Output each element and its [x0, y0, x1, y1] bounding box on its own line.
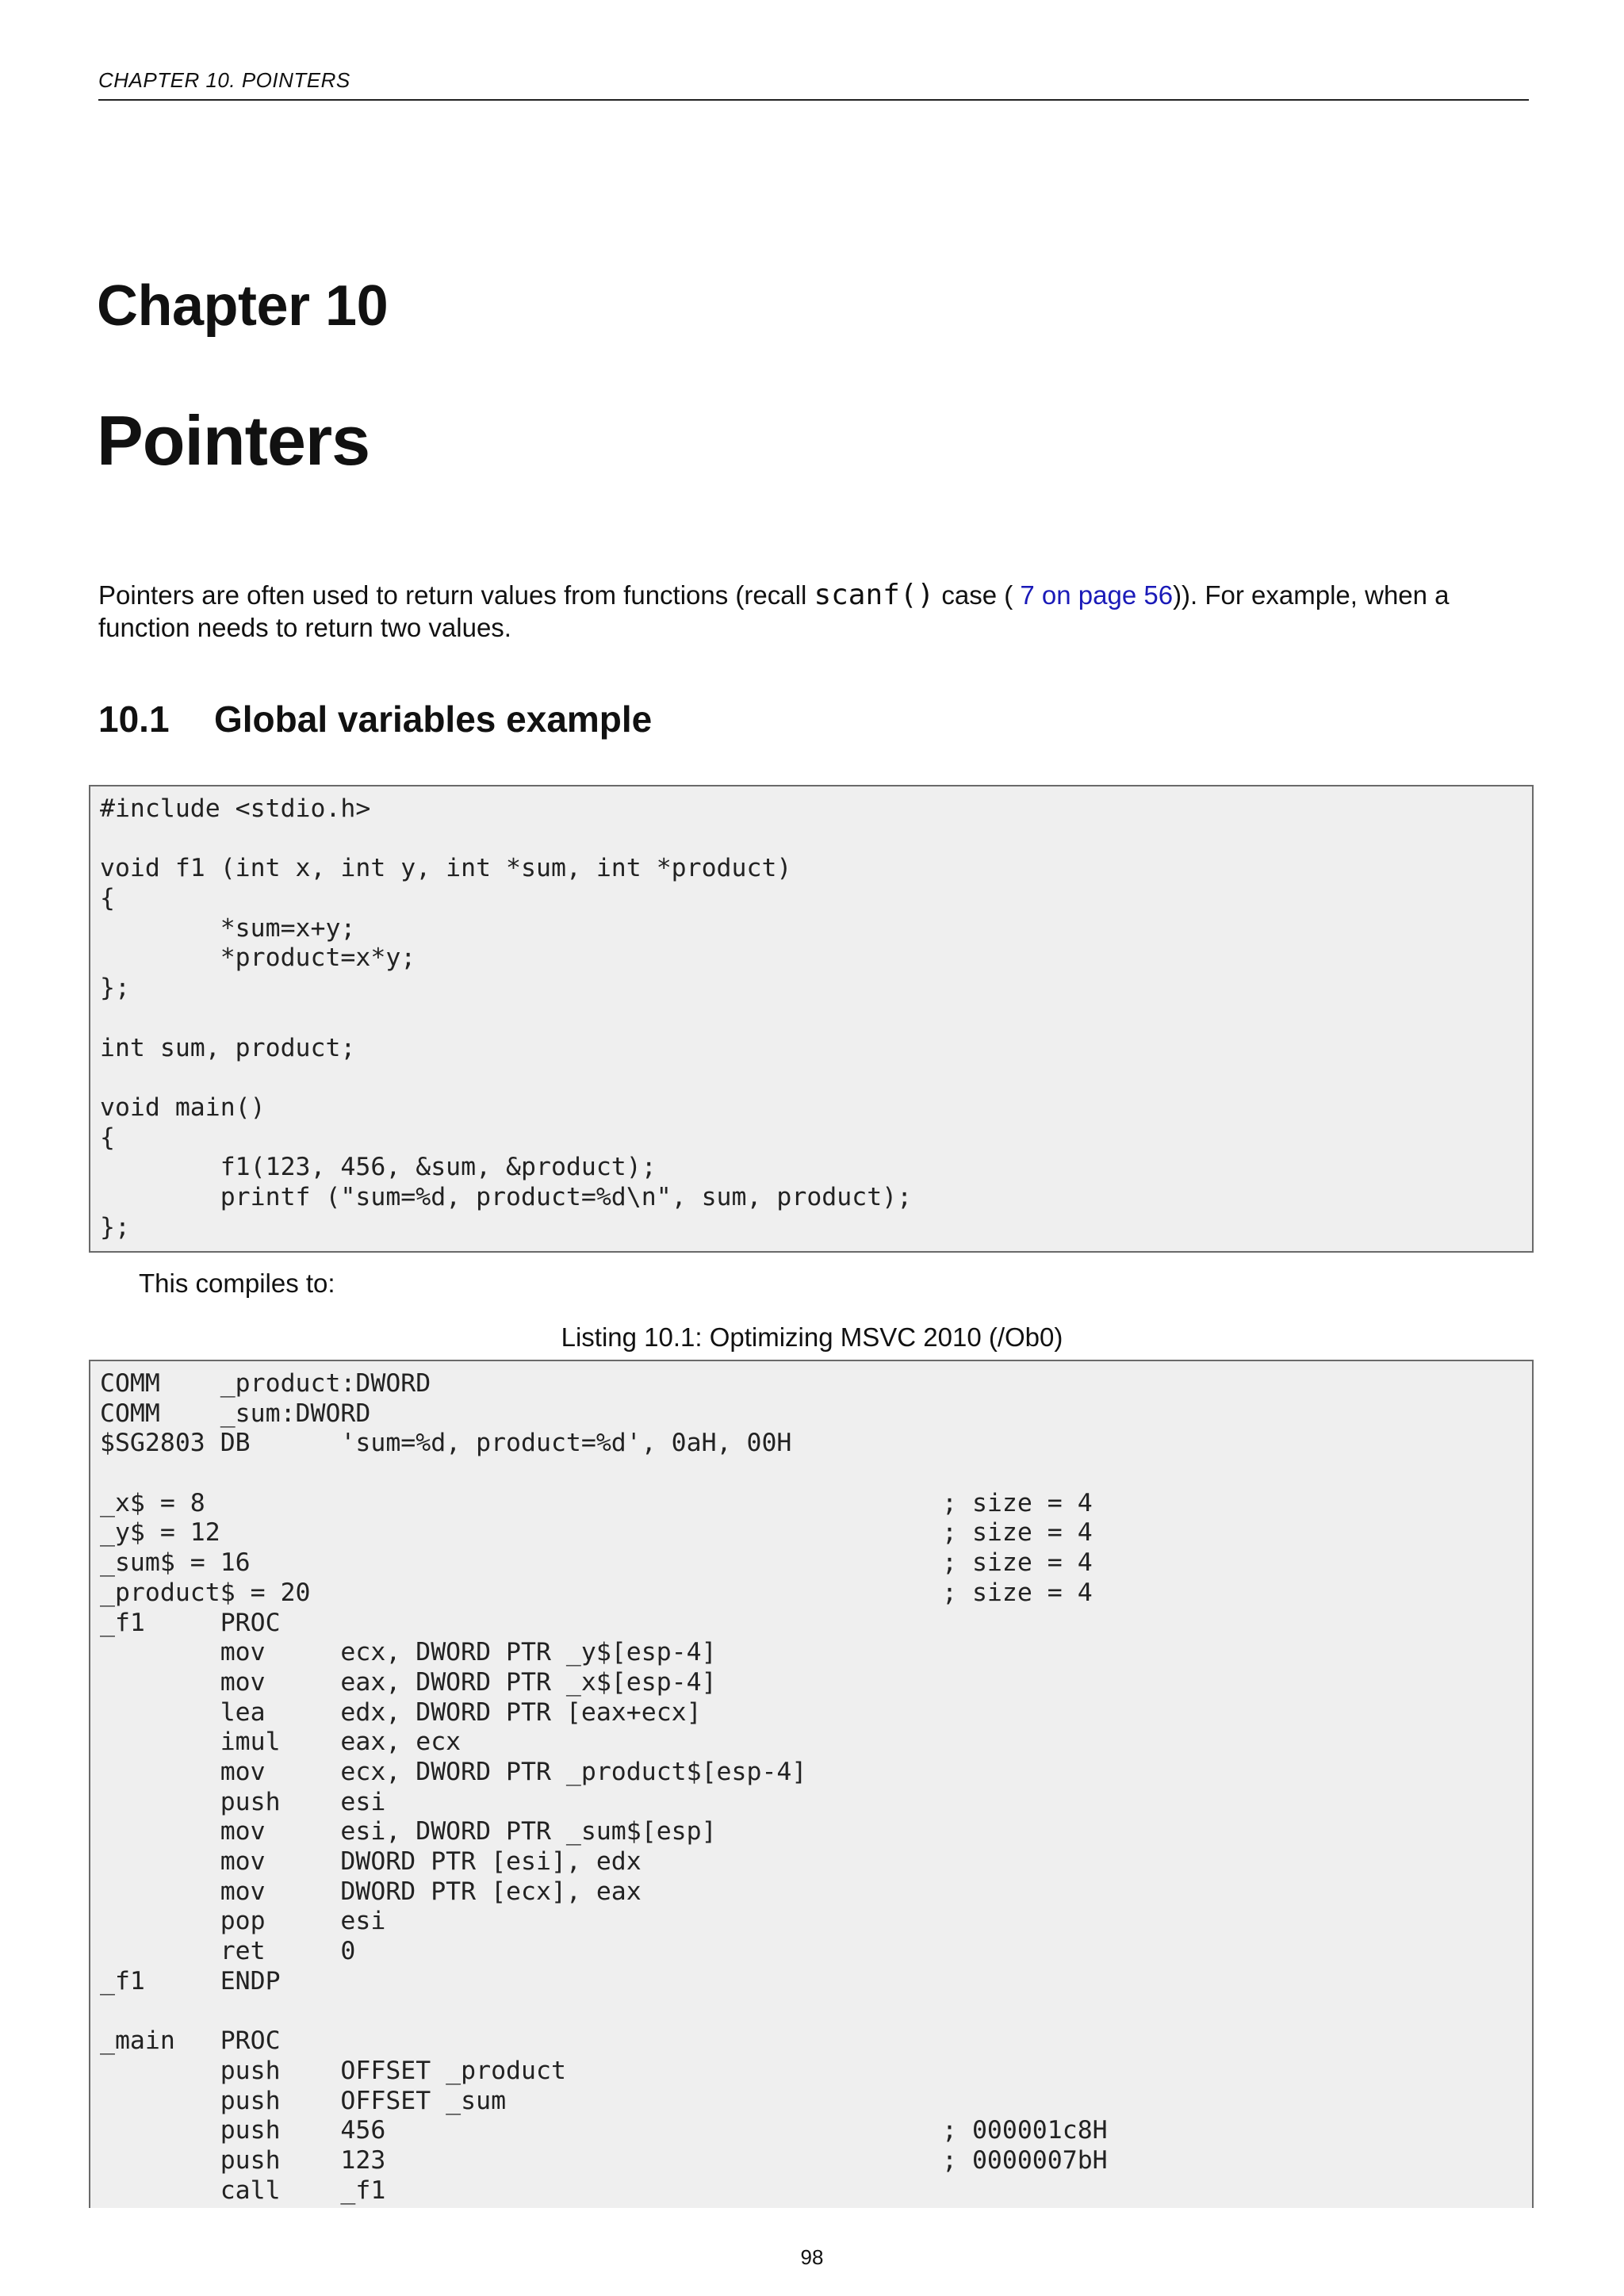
c-code-line: printf ("sum=%d, product=%d\n", sum, product); — [100, 1182, 913, 1211]
c-code-line: { — [100, 1123, 115, 1152]
compiles-to-text: This compiles to: — [139, 1269, 335, 1298]
asm-code-line: _y$ = 12 ; size = 4 — [100, 1518, 1093, 1548]
asm-code-line: imul eax, ecx — [100, 1728, 462, 1757]
asm-code-line: lea edx, DWORD PTR [eax+ecx] — [100, 1697, 702, 1727]
c-code-line: #include <stdio.h> — [100, 794, 371, 823]
asm-code-line: mov esi, DWORD PTR _sum$[esp] — [100, 1817, 717, 1846]
asm-code-line: mov ecx, DWORD PTR _y$[esp-4] — [100, 1638, 717, 1667]
asm-code-line: _sum$ = 16 ; size = 4 — [100, 1548, 1093, 1578]
c-code-line: int sum, product; — [100, 1033, 356, 1062]
c-code-listing — [89, 785, 1534, 1253]
c-code-line: void main() — [100, 1093, 266, 1122]
c-code-line — [100, 1063, 1522, 1093]
asm-code-line: _f1 ENDP — [100, 1966, 281, 1996]
asm-code-line — [100, 1996, 1522, 2026]
asm-code-line: _product$ = 20 ; size = 4 — [100, 1578, 1093, 1607]
asm-code-line: push OFFSET _sum — [100, 2086, 507, 2115]
c-code-line: }; — [100, 1212, 130, 1242]
c-code-line: { — [100, 884, 115, 913]
section-number: 10.1 — [98, 698, 170, 740]
listing-caption: Listing 10.1: Optimizing MSVC 2010 (/Ob0) — [561, 1322, 1063, 1352]
asm-code-line: push 456 ; 000001c8H — [100, 2116, 1108, 2145]
c-code-line — [100, 1004, 1522, 1034]
asm-code-line: mov DWORD PTR [esi], edx — [100, 1847, 642, 1876]
c-code-line: void f1 (int x, int y, int *sum, int *product) — [100, 854, 792, 883]
section-heading — [98, 698, 652, 740]
asm-code-line: pop esi — [100, 1907, 386, 1936]
intro-text-after: )). For example, when a function needs to return two values. — [98, 580, 1450, 642]
intro-inline-code: scanf() — [814, 579, 935, 611]
c-code-line — [100, 825, 1522, 855]
chapter-label: Chapter 10 — [97, 274, 389, 338]
c-code-line: *sum=x+y; — [100, 913, 356, 943]
asm-code-line: push OFFSET _product — [100, 2056, 566, 2085]
asm-code-line: COMM _sum:DWORD — [100, 1399, 371, 1428]
asm-code-line: mov eax, DWORD PTR _x$[esp-4] — [100, 1667, 717, 1697]
c-code-line: *product=x*y; — [100, 943, 416, 973]
asm-code-line: mov DWORD PTR [ecx], eax — [100, 1877, 642, 1906]
asm-code-line — [100, 1459, 1522, 1489]
asm-code-line: _main PROC — [100, 2026, 281, 2056]
running-header: CHAPTER 10. POINTERS — [98, 68, 1529, 101]
c-code-line: }; — [100, 974, 130, 1003]
cross-reference-link[interactable]: 7 on page 56 — [1020, 580, 1174, 610]
asm-code-line: COMM _product:DWORD — [100, 1369, 431, 1398]
asm-code-line: _x$ = 8 ; size = 4 — [100, 1488, 1093, 1517]
asm-code-line: _f1 PROC — [100, 1608, 281, 1637]
asm-code-line: push 123 ; 0000007bH — [100, 2145, 1108, 2175]
chapter-title: Pointers — [97, 401, 370, 480]
intro-text-before: Pointers are often used to return values from functions (recall — [98, 580, 814, 610]
intro-text-mid: case ( — [934, 580, 1021, 610]
asm-code-line: call _f1 — [100, 2175, 386, 2205]
asm-code-line: mov ecx, DWORD PTR _product$[esp-4] — [100, 1757, 807, 1786]
page-number: 98 — [800, 2245, 824, 2269]
asm-code-line: ret 0 — [100, 1937, 356, 1966]
asm-code-line: push esi — [100, 1787, 386, 1816]
section-title: Global variables example — [214, 698, 653, 740]
asm-code-line: $SG2803 DB 'sum=%d, product=%d', 0aH, 00H — [100, 1429, 792, 1458]
intro-paragraph — [98, 579, 1529, 644]
assembly-code-listing — [89, 1360, 1534, 2208]
c-code-line: f1(123, 456, &sum, &product); — [100, 1153, 657, 1182]
